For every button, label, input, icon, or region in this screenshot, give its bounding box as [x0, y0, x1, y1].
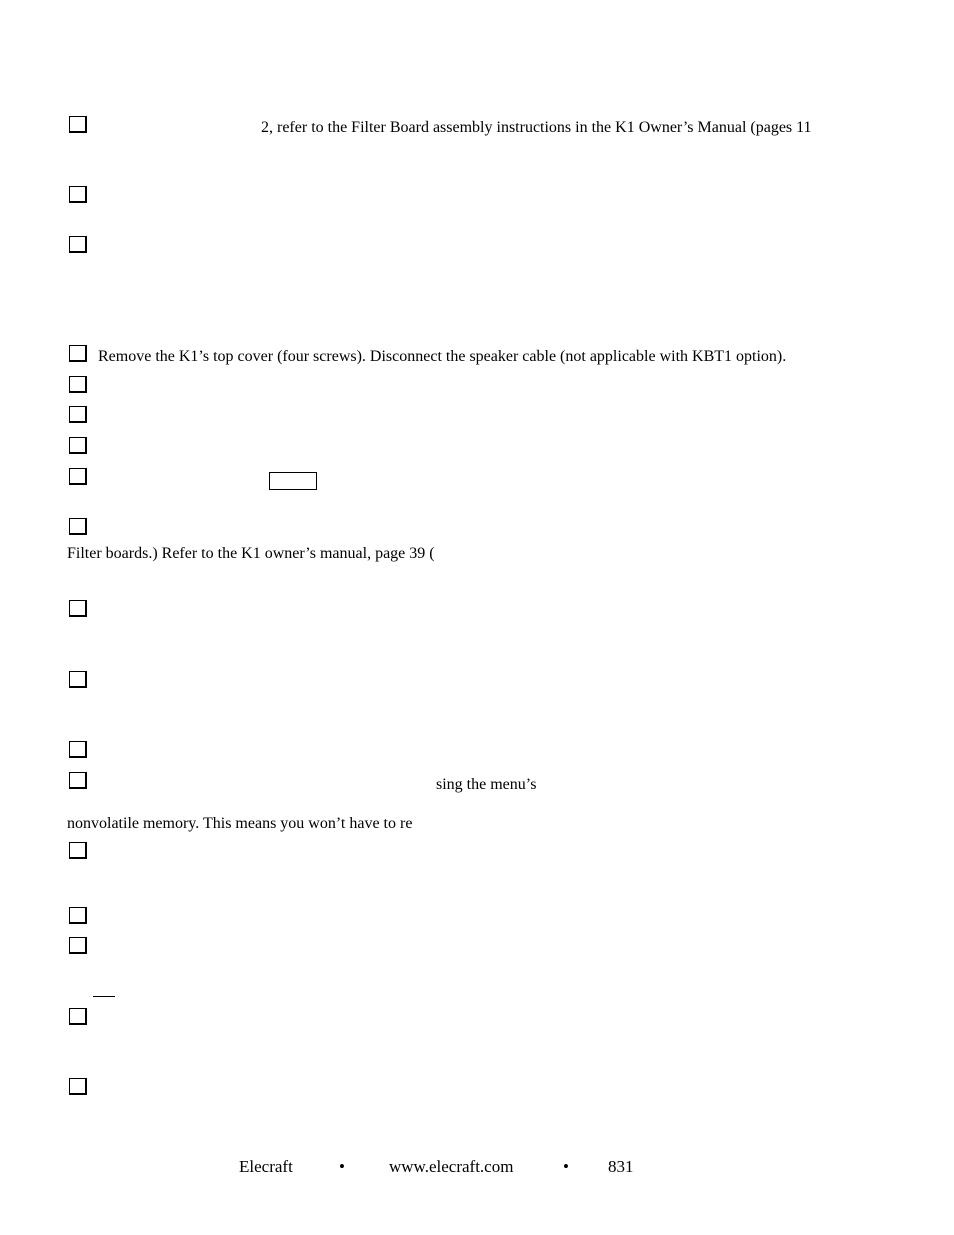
underline-mark	[93, 996, 115, 997]
checkbox-menu-step[interactable]	[69, 772, 87, 789]
checkbox-step-10[interactable]	[69, 600, 87, 617]
checkbox-step-18[interactable]	[69, 1078, 87, 1095]
checkbox-step-12[interactable]	[69, 741, 87, 758]
filter-board-instruction-text: 2, refer to the Filter Board assembly instructions in the K1 Owner’s Manual (pages 11	[261, 119, 812, 136]
footer-bullet-1: •	[339, 1157, 345, 1176]
checkbox-step-11[interactable]	[69, 671, 87, 688]
checkbox-step-17[interactable]	[69, 1008, 87, 1025]
checkbox-step-2[interactable]	[69, 186, 87, 203]
checkbox-step-9[interactable]	[69, 518, 87, 535]
remove-cover-instruction-text: Remove the K1’s top cover (four screws). Disconnect the speaker cable (not applicable with KBT1 option).	[98, 348, 787, 365]
filter-boards-reference-text: Filter boards.) Refer to the K1 owner’s manual, page 39 (	[67, 545, 435, 562]
checkbox-step-6[interactable]	[69, 406, 87, 423]
checkbox-step-8[interactable]	[69, 468, 87, 485]
footer-number: 831	[608, 1157, 634, 1176]
checkbox-step-15[interactable]	[69, 907, 87, 924]
menu-instruction-text: sing the menu’s	[436, 776, 537, 793]
nonvolatile-memory-text: nonvolatile memory. This means you won’t have to re	[67, 815, 413, 832]
checkbox-step-14[interactable]	[69, 842, 87, 859]
checkbox-step-7[interactable]	[69, 437, 87, 454]
checkbox-step-3[interactable]	[69, 236, 87, 253]
switch-label-box	[269, 472, 317, 490]
checkbox-filter-board-step[interactable]	[69, 116, 87, 133]
checkbox-step-5[interactable]	[69, 376, 87, 393]
checkbox-remove-cover-step[interactable]	[69, 345, 87, 362]
checkbox-step-16[interactable]	[69, 937, 87, 954]
footer-website-link[interactable]: www.elecraft.com	[389, 1157, 514, 1176]
footer-bullet-2: •	[563, 1157, 569, 1176]
footer-company: Elecraft	[239, 1157, 293, 1176]
